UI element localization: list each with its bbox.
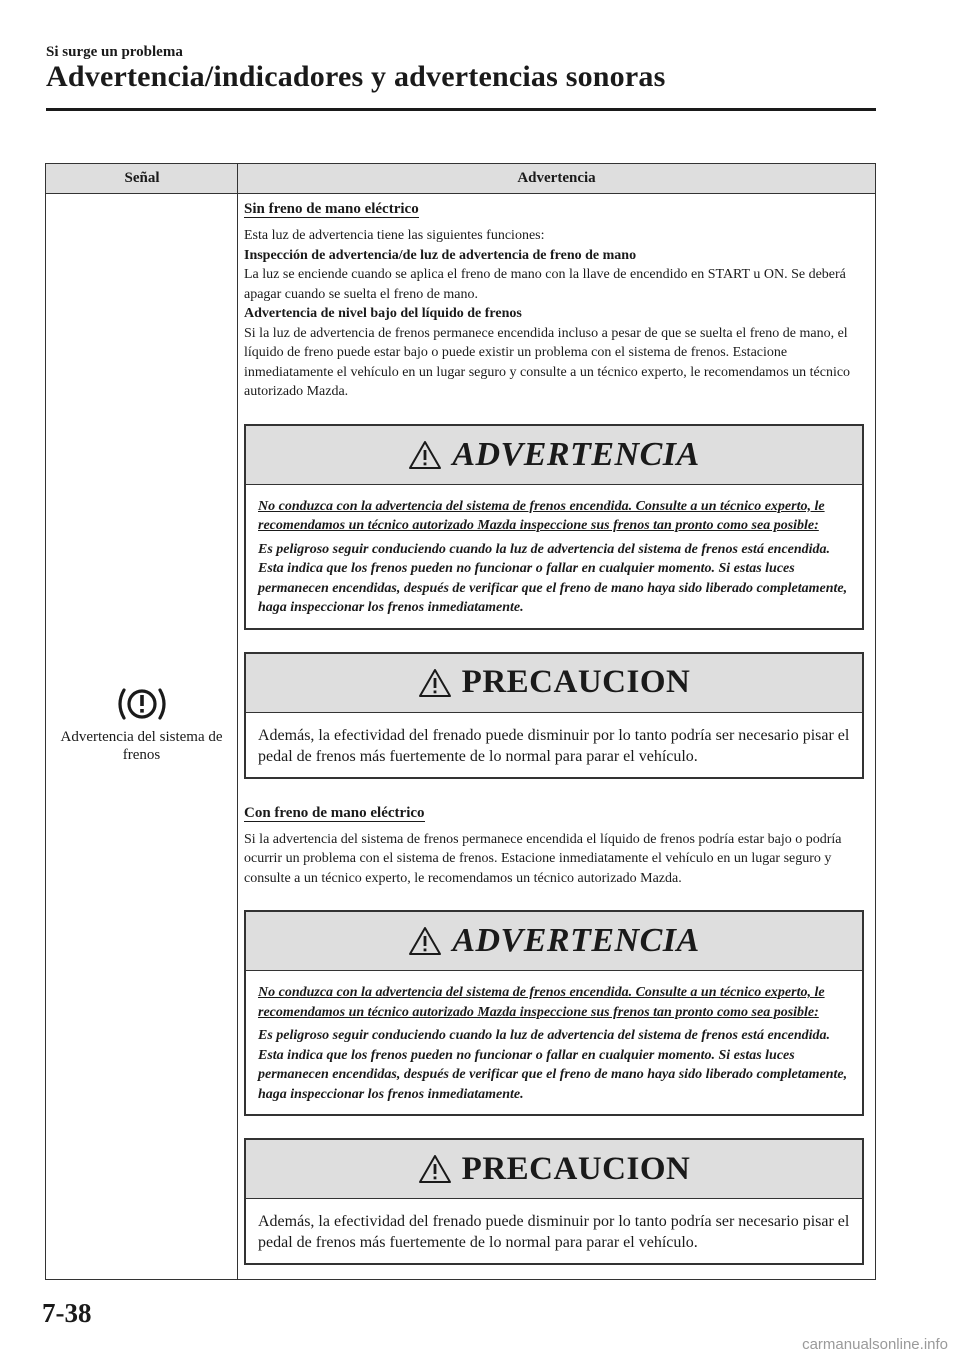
- watermark: carmanualsonline.info: [802, 1336, 948, 1353]
- warning-lead: No conduzca con la advertencia del sistema de frenos encendida. Consulte a un técnico experto, le recomendamos un técnico autorizado Mazda inspeccione sus frenos tan pronto como sea posible:: [258, 498, 825, 533]
- column-divider: [237, 164, 238, 1279]
- subsection-title-inspection: Inspección de advertencia/de luz de advertencia de freno de mano: [244, 247, 637, 263]
- page-title: Advertencia/indicadores y advertencias sonoras: [46, 60, 666, 93]
- signal-cell: [46, 684, 237, 764]
- caution-box: [244, 652, 864, 779]
- warning-triangle-icon: [418, 668, 452, 698]
- con-freno-text: Si la advertencia del sistema de frenos permanece encendida el líquido de frenos podría estar bajo o podría ocurrir un problema con el sistema de frenos. Estacione inmediatamente el vehículo en un lugar seguro y consulte a un técnico experto, le recomendamos un técnico autorizado Mazda.: [244, 831, 842, 886]
- warning-box-title: ADVERTENCIA: [452, 435, 700, 473]
- warning-content: [244, 200, 861, 1265]
- signal-table: [45, 163, 876, 1280]
- warning-triangle-icon: [418, 1154, 452, 1184]
- page-number: 7-38: [42, 1298, 92, 1328]
- warning-text: Es peligroso seguir conduciendo cuando la luz de advertencia del sistema de frenos está encendida. Esta indica que los frenos pueden no funcionar o fallar en cualquier momento. Si estas luces permanecen encendidas, después de verificar que el freno de mano haya sido liberado completamente, haga inspeccionar los frenos inmediatamente.: [258, 1028, 848, 1102]
- warning-box-title: ADVERTENCIA: [452, 922, 700, 959]
- subsection-title-fluid: Advertencia de nivel bajo del líquido de frenos: [244, 306, 522, 321]
- caution-box-header: [246, 654, 862, 713]
- caution-box-title: PRECAUCION: [461, 664, 691, 700]
- warning-box-header: [246, 912, 862, 971]
- section-label: Si surge un problema: [46, 44, 183, 60]
- column-header-signal: Señal: [124, 170, 160, 186]
- title-rule: [46, 108, 876, 111]
- caution-box: [244, 1138, 864, 1265]
- signal-label: Advertencia del sistema de frenos: [60, 729, 223, 763]
- caution-box-title: PRECAUCION: [461, 1150, 691, 1187]
- caution-box-header: [246, 1140, 862, 1199]
- caution-text: Además, la efectividad del frenado puede disminuir por lo tanto podría ser necesario pisar el pedal de frenos más fuertemente de lo normal para parar el vehículo.: [258, 726, 850, 765]
- warning-box: [244, 424, 864, 630]
- heading-con-freno: Con freno de mano eléctrico: [244, 804, 425, 821]
- subsection-text-inspection: La luz se enciende cuando se aplica el freno de mano con la llave de encendido en START u ON. Se deberá apagar cuando se suelta el freno de mano.: [244, 267, 846, 302]
- subsection-text-fluid: Si la luz de advertencia de frenos permanece encendida incluso a pesar de que se suelta el freno de mano, el líquido de freno puede estar bajo o puede existir un problema con el sistema de frenos. Estacione inmediatamente el vehículo en un lugar seguro y consulte a un técnico experto, le recomendamos un técnico autorizado Mazda.: [244, 325, 851, 399]
- warning-triangle-icon: [408, 926, 442, 956]
- warning-triangle-icon: [408, 440, 442, 470]
- warning-box: [244, 910, 864, 1116]
- brake-warning-icon: [113, 684, 171, 724]
- table-header: [46, 164, 875, 194]
- warning-lead: No conduzca con la advertencia del sistema de frenos encendida. Consulte a un técnico experto, le recomendamos un técnico autorizado Mazda inspeccione sus frenos tan pronto como sea posible:: [258, 985, 825, 1020]
- column-header-warning: Advertencia: [517, 170, 596, 186]
- warning-text: Es peligroso seguir conduciendo cuando la luz de advertencia del sistema de frenos está encendida. Esta indica que los frenos pueden no funcionar o fallar en cualquier momento. Si estas luces permanecen encendidas, después de verificar que el freno de mano haya sido liberado completamente, haga inspeccionar los frenos inmediatamente.: [258, 541, 848, 615]
- intro-text: Esta luz de advertencia tiene las siguientes funciones:: [244, 228, 545, 243]
- warning-box-header: [246, 426, 862, 485]
- heading-sin-freno: Sin freno de mano eléctrico: [244, 201, 419, 217]
- caution-text: Además, la efectividad del frenado puede disminuir por lo tanto podría ser necesario pisar el pedal de frenos más fuertemente de lo normal para parar el vehículo.: [258, 1213, 850, 1251]
